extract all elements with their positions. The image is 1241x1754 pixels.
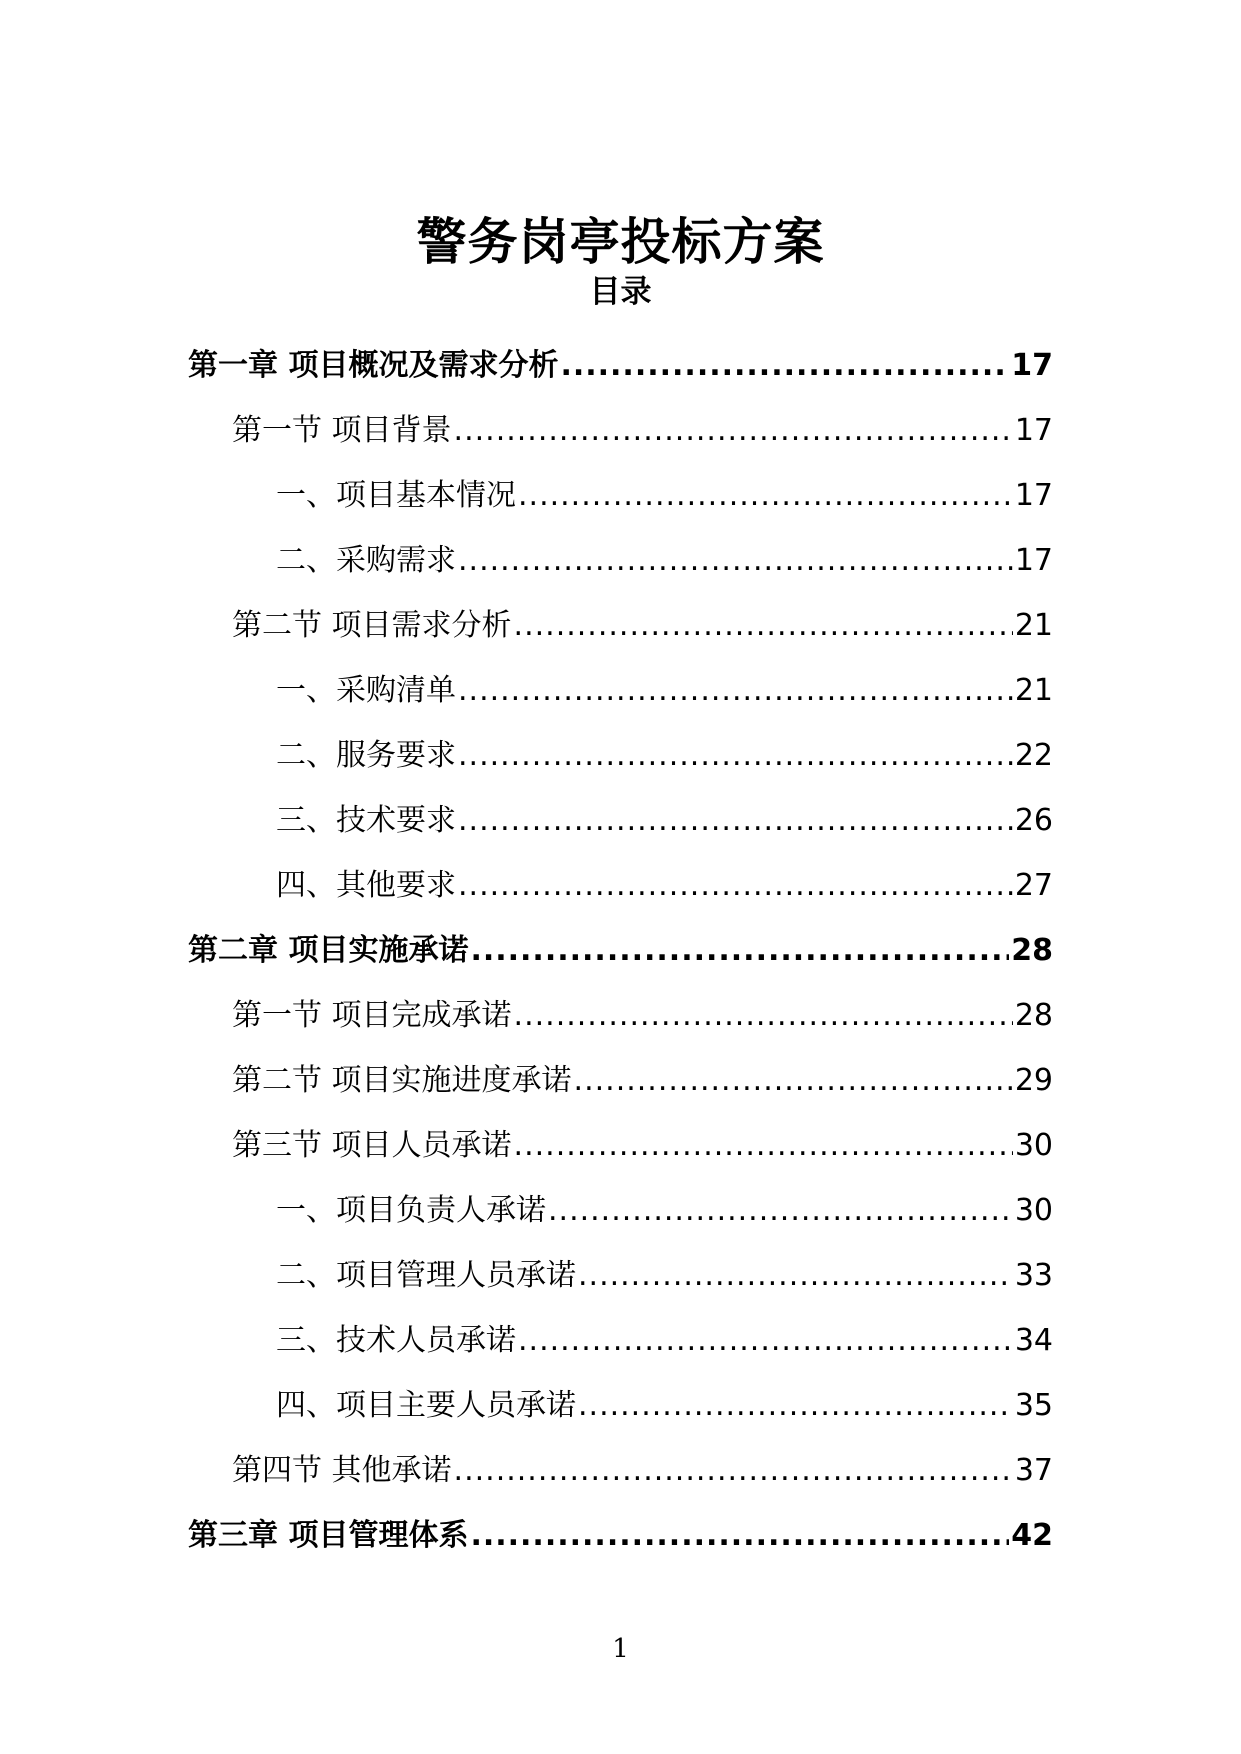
toc-entry-page: 21 — [1014, 672, 1053, 708]
toc-entry-page: 17 — [1014, 542, 1053, 578]
toc-entry-page: 21 — [1014, 607, 1053, 643]
toc-entry-chapter[interactable] — [0, 918, 1241, 983]
toc-entry-subsection[interactable] — [0, 658, 1241, 723]
toc-entry-page: 17 — [1011, 347, 1053, 383]
toc-dot-leader — [458, 736, 1013, 776]
toc-entry-section[interactable] — [0, 593, 1241, 658]
toc-entry-subsection[interactable] — [0, 1373, 1241, 1438]
toc-entry-page: 26 — [1014, 802, 1053, 838]
toc-dot-leader — [470, 931, 1009, 971]
toc-entry-label: 第二节 项目实施进度承诺 — [232, 1062, 572, 1098]
toc-entry-label: 第二章 项目实施承诺 — [188, 932, 469, 968]
toc-entry-page: 17 — [1014, 412, 1053, 448]
toc-dot-leader — [548, 1191, 1013, 1231]
toc-entry-page: 29 — [1014, 1062, 1053, 1098]
toc-entry-subsection[interactable] — [0, 723, 1241, 788]
document-title: 警务岗亭投标方案 — [416, 212, 825, 271]
toc-entry-label: 三、技术人员承诺 — [276, 1322, 516, 1358]
toc-entry-label: 二、服务要求 — [276, 737, 456, 773]
toc-entry-label: 四、其他要求 — [276, 867, 456, 903]
toc-entry-page: 30 — [1014, 1192, 1053, 1228]
toc-dot-leader — [458, 671, 1013, 711]
toc-dot-leader — [458, 866, 1013, 906]
toc-entry-label: 二、采购需求 — [276, 542, 456, 578]
toc-entry-label: 三、技术要求 — [276, 802, 456, 838]
toc-dot-leader — [514, 996, 1013, 1036]
toc-entry-chapter[interactable] — [0, 333, 1241, 398]
toc-entry-label: 第二节 项目需求分析 — [232, 607, 512, 643]
toc-entry-subsection[interactable] — [0, 1308, 1241, 1373]
toc-entry-page: 28 — [1011, 932, 1053, 968]
toc-dot-leader — [458, 541, 1013, 581]
toc-heading: 目录 — [589, 274, 652, 310]
toc-dot-leader — [458, 801, 1013, 841]
toc-dot-leader — [560, 346, 1009, 386]
toc-dot-leader — [454, 1451, 1013, 1491]
toc-entry-label: 二、项目管理人员承诺 — [276, 1257, 576, 1293]
toc-entry-page: 22 — [1014, 737, 1053, 773]
toc-entry-label: 第一章 项目概况及需求分析 — [188, 347, 559, 383]
toc-dot-leader — [514, 1126, 1013, 1166]
toc-entry-subsection[interactable] — [0, 463, 1241, 528]
toc-entry-label: 一、项目负责人承诺 — [276, 1192, 546, 1228]
toc-dot-leader — [470, 1516, 1009, 1556]
toc-entry-label: 一、采购清单 — [276, 672, 456, 708]
toc-dot-leader — [518, 1321, 1013, 1361]
toc-entry-section[interactable] — [0, 1048, 1241, 1113]
toc-entry-section[interactable] — [0, 1113, 1241, 1178]
toc-entry-label: 四、项目主要人员承诺 — [276, 1387, 576, 1423]
toc-entry-chapter[interactable] — [0, 1503, 1241, 1568]
toc-dot-leader — [578, 1256, 1013, 1296]
toc-entry-subsection[interactable] — [0, 788, 1241, 853]
toc-entry-section[interactable] — [0, 983, 1241, 1048]
toc-entry-page: 17 — [1014, 477, 1053, 513]
toc-entry-label: 第三章 项目管理体系 — [188, 1517, 469, 1553]
toc-dot-leader — [514, 606, 1013, 646]
toc-entry-subsection[interactable] — [0, 528, 1241, 593]
toc-entry-page: 30 — [1014, 1127, 1053, 1163]
toc-dot-leader — [578, 1386, 1013, 1426]
page-number: 1 — [612, 1634, 629, 1664]
toc-dot-leader — [574, 1061, 1013, 1101]
toc-entry-page: 28 — [1014, 997, 1053, 1033]
toc-dot-leader — [454, 411, 1013, 451]
toc-entry-label: 第一节 项目背景 — [232, 412, 452, 448]
toc-entry-page: 35 — [1014, 1387, 1053, 1423]
toc-entry-page: 37 — [1014, 1452, 1053, 1488]
toc-entry-label: 第三节 项目人员承诺 — [232, 1127, 512, 1163]
toc-dot-leader — [518, 476, 1013, 516]
toc-entry-subsection[interactable] — [0, 1243, 1241, 1308]
toc-entry-page: 42 — [1011, 1517, 1053, 1553]
toc-entry-section[interactable] — [0, 398, 1241, 463]
toc-entry-page: 33 — [1014, 1257, 1053, 1293]
toc-entry-label: 一、项目基本情况 — [276, 477, 516, 513]
toc-entry-section[interactable] — [0, 1438, 1241, 1503]
toc-entry-label: 第一节 项目完成承诺 — [232, 997, 512, 1033]
table-of-contents — [0, 333, 1241, 1568]
toc-entry-page: 34 — [1014, 1322, 1053, 1358]
toc-entry-subsection[interactable] — [0, 1178, 1241, 1243]
toc-entry-page: 27 — [1014, 867, 1053, 903]
toc-entry-label: 第四节 其他承诺 — [232, 1452, 452, 1488]
toc-entry-subsection[interactable] — [0, 853, 1241, 918]
